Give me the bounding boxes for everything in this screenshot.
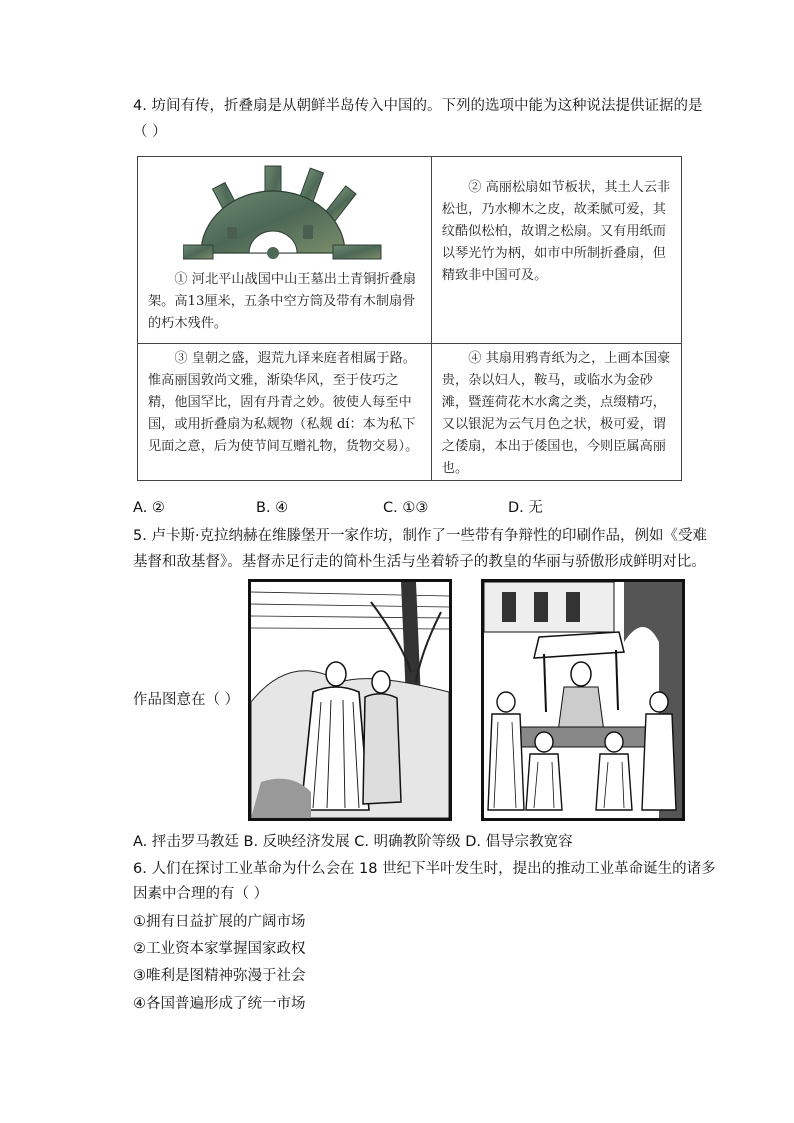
woodcut-christ-image [248, 579, 452, 821]
q4-option-a: A. ② [133, 500, 165, 516]
evidence-cell-1 [138, 157, 432, 344]
q5-stem-line1: 5. 卢卡斯·克拉纳赫在维滕堡开一家作坊，制作了一些带有争辩性的印刷作品，例如《受难 [133, 528, 708, 544]
q5-options: A. 抨击罗马教廷 B. 反映经济发展 C. 明确教阶等级 D. 倡导宗教宽容 [133, 834, 573, 850]
q4-option-c: C. ①③ [383, 500, 429, 516]
evidence-table [137, 156, 682, 481]
evidence-cell-2 [431, 157, 681, 344]
evidence-cell-3 [138, 344, 432, 481]
q4-option-d: D. 无 [508, 500, 543, 516]
q6-item-4: ④各国普遍形成了统一市场 [133, 996, 306, 1012]
q4-stem-line1: 4. 坊间有传，折叠扇是从朝鲜半岛传入中国的。下列的选项中能为这种说法提供证据的是 [133, 98, 703, 114]
evidence-text-4: ④ 其扇用鸦青纸为之，上画本国豪贵，杂以妇人，鞍马，或临水为金砂滩，暨莲荷花木水禽之类，点缀精巧，又以银泥为云气月色之状，极可爱，谓之倭扇，本出于倭国也，今则臣属高丽也。 [441, 351, 671, 476]
q6-item-2: ②工业资本家掌握国家政权 [133, 941, 306, 957]
q6-stem-line2: 因素中合理的有（ ） [133, 886, 269, 902]
q6-stem-line1: 6. 人们在探讨工业革命为什么会在 18 世纪下半叶发生时，提出的推动工业革命诞生的诸多 [133, 861, 716, 877]
q6-item-3: ③唯利是图精神弥漫于社会 [133, 968, 306, 984]
evidence-text-2: ② 高丽松扇如节板状，其土人云非松也，乃水柳木之皮，故柔腻可爱，其纹酷似松柏，故谓之松扇。又有用纸而以琴光竹为柄，如市中所制折叠扇，但精致非中国可及。 [441, 180, 671, 283]
q5-prompt: 作品图意在（ ） [133, 692, 240, 708]
q5-stem-line2: 基督和敌基督》。基督赤足行走的简朴生活与坐着轿子的教皇的华丽与骄傲形成鲜明对比。 [133, 554, 706, 570]
evidence-text-1: ① 河北平山战国中山王墓出土青铜折叠扇架。高13厘米，五条中空方筒及带有木制扇骨的朽木残件。 [148, 272, 416, 331]
evidence-text-3: ③ 皇朝之盛，遐荒九译来庭者相属于路。惟高丽国敦尚文雅，渐染华风，至于伎巧之精，他国罕比，固有丹青之妙。彼使人每至中国，或用折叠扇为私觌物（私觌 dí：本为私下见面之意，后为使节间互赠礼物，货物交易）。 [148, 351, 419, 454]
bronze-fan-frame-image [183, 161, 383, 271]
evidence-cell-4 [431, 344, 681, 481]
q6-item-1: ①拥有日益扩展的广阔市场 [133, 914, 306, 930]
woodcut-pope-image [481, 579, 685, 821]
q4-option-b: B. ④ [256, 500, 289, 516]
q4-stem-line2: （ ） [133, 124, 167, 140]
